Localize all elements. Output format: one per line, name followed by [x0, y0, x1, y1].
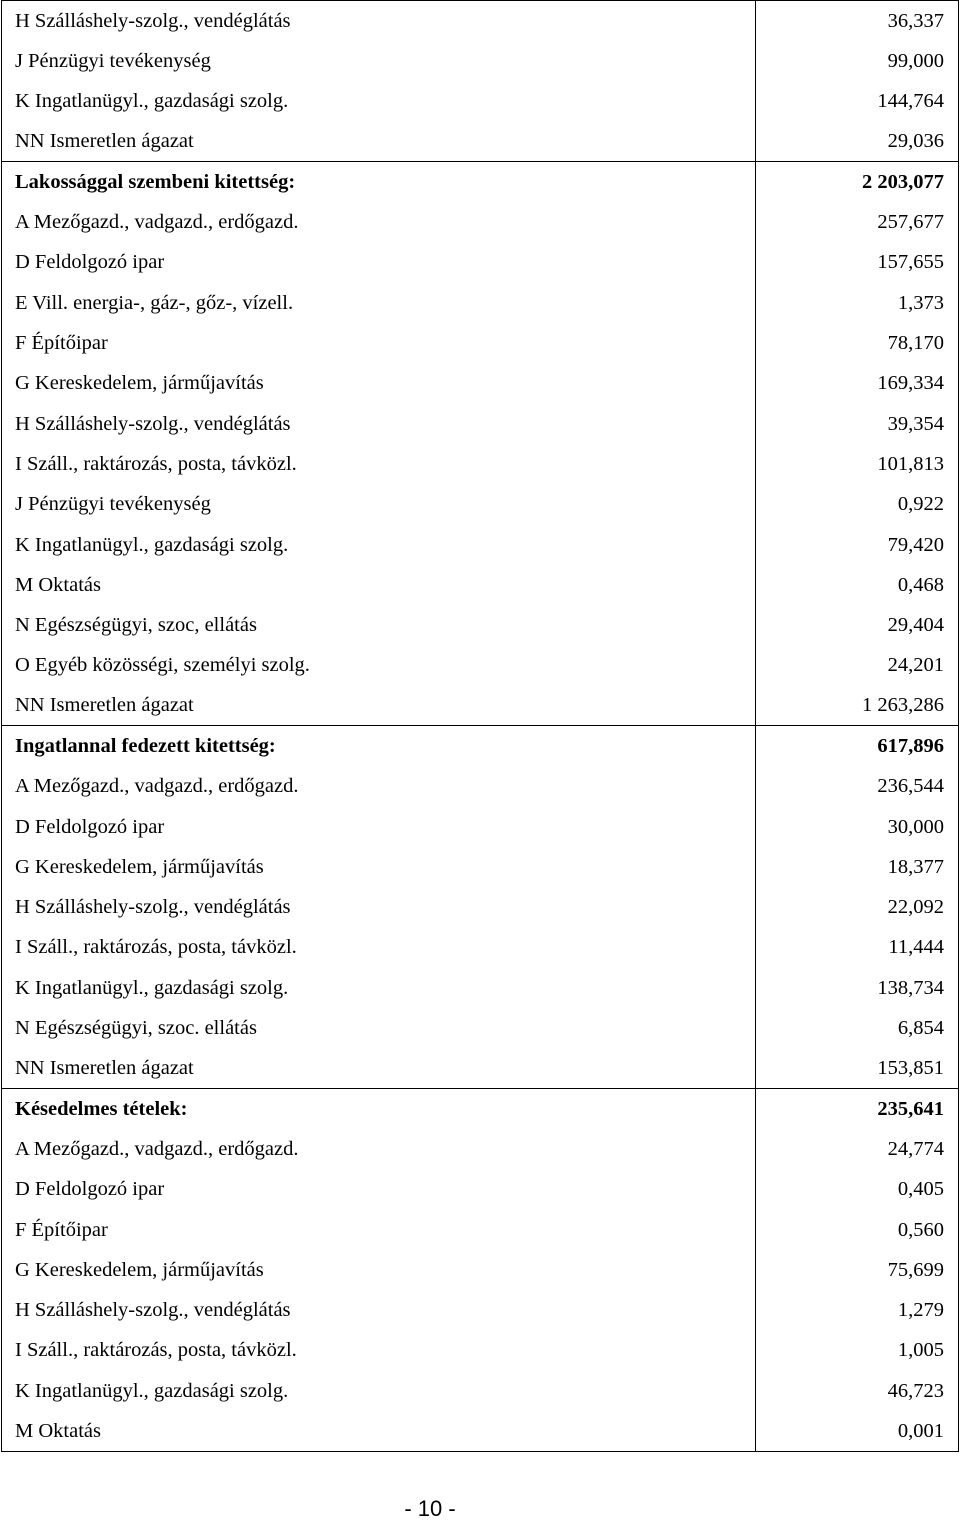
- sector-label: F Építőipar: [2, 1209, 756, 1249]
- table-row: [2, 1048, 959, 1088]
- exposure-value: 79,420: [756, 524, 959, 564]
- table-row: [2, 645, 959, 685]
- table-row: [2, 363, 959, 403]
- exposure-value: 0,405: [756, 1169, 959, 1209]
- sector-label: NN Ismeretlen ágazat: [2, 121, 756, 161]
- table-row: [2, 121, 959, 161]
- table-row: [2, 1250, 959, 1290]
- table-row: [2, 444, 959, 484]
- sector-label: K Ingatlanügyl., gazdasági szolg.: [2, 968, 756, 1008]
- sector-label: I Száll., raktározás, posta, távközl.: [2, 927, 756, 967]
- exposure-value: 1,373: [756, 283, 959, 323]
- sector-label: G Kereskedelem, járműjavítás: [2, 1250, 756, 1290]
- exposure-value: 1,005: [756, 1330, 959, 1370]
- table-row: [2, 242, 959, 282]
- page-number: - 10 -: [404, 1496, 456, 1521]
- table-row: [2, 1008, 959, 1048]
- sector-label: D Feldolgozó ipar: [2, 806, 756, 846]
- exposure-value: 39,354: [756, 403, 959, 443]
- exposure-value: 169,334: [756, 363, 959, 403]
- exposure-value: 144,764: [756, 81, 959, 121]
- sector-label: G Kereskedelem, járműjavítás: [2, 363, 756, 403]
- exposure-value: 46,723: [756, 1371, 959, 1411]
- table-row: [2, 686, 959, 726]
- exposure-value: 30,000: [756, 806, 959, 846]
- sector-label: A Mezőgazd., vadgazd., erdőgazd.: [2, 202, 756, 242]
- section-total: 2 203,077: [756, 162, 959, 202]
- exposure-value: 24,774: [756, 1129, 959, 1169]
- table-row: [2, 847, 959, 887]
- sector-label: NN Ismeretlen ágazat: [2, 1048, 756, 1088]
- sector-label: I Száll., raktározás, posta, távközl.: [2, 444, 756, 484]
- table-row: [2, 766, 959, 806]
- sector-label: F Építőipar: [2, 323, 756, 363]
- table-row: [2, 887, 959, 927]
- exposure-value: 0,468: [756, 565, 959, 605]
- table-row: [2, 1411, 959, 1451]
- exposure-value: 138,734: [756, 968, 959, 1008]
- exposure-value: 1,279: [756, 1290, 959, 1330]
- exposure-value: 0,560: [756, 1209, 959, 1249]
- table-row: [2, 81, 959, 121]
- sector-label: D Feldolgozó ipar: [2, 1169, 756, 1209]
- sector-label: K Ingatlanügyl., gazdasági szolg.: [2, 1371, 756, 1411]
- exposure-value: 257,677: [756, 202, 959, 242]
- sector-label: J Pénzügyi tevékenység: [2, 484, 756, 524]
- exposure-value: 11,444: [756, 927, 959, 967]
- exposure-value: 1 263,286: [756, 686, 959, 726]
- table-row: [2, 1330, 959, 1370]
- exposure-table: [1, 0, 959, 1452]
- exposure-value: 99,000: [756, 41, 959, 81]
- sector-label: A Mezőgazd., vadgazd., erdőgazd.: [2, 766, 756, 806]
- sector-label: D Feldolgozó ipar: [2, 242, 756, 282]
- sector-label: I Száll., raktározás, posta, távközl.: [2, 1330, 756, 1370]
- sector-label: N Egészségügyi, szoc. ellátás: [2, 1008, 756, 1048]
- sector-label: K Ingatlanügyl., gazdasági szolg.: [2, 524, 756, 564]
- section-title: Ingatlannal fedezett kitettség:: [2, 726, 756, 766]
- table-row: [2, 1371, 959, 1411]
- exposure-value: 29,036: [756, 121, 959, 161]
- table-row: [2, 565, 959, 605]
- exposure-value: 24,201: [756, 645, 959, 685]
- table-row: [2, 968, 959, 1008]
- sector-label: G Kereskedelem, járműjavítás: [2, 847, 756, 887]
- table-row: [2, 323, 959, 363]
- table-row: [2, 1, 959, 41]
- exposure-value: 18,377: [756, 847, 959, 887]
- table-row: [2, 1290, 959, 1330]
- sector-label: H Szálláshely-szolg., vendéglátás: [2, 1, 756, 41]
- sector-label: A Mezőgazd., vadgazd., erdőgazd.: [2, 1129, 756, 1169]
- sector-label: K Ingatlanügyl., gazdasági szolg.: [2, 81, 756, 121]
- exposure-table-body: [2, 1, 959, 1452]
- section-title: Lakossággal szembeni kitettség:: [2, 162, 756, 202]
- exposure-value: 236,544: [756, 766, 959, 806]
- section-total: 235,641: [756, 1089, 959, 1129]
- table-row: [2, 1209, 959, 1249]
- sector-label: H Szálláshely-szolg., vendéglátás: [2, 1290, 756, 1330]
- exposure-value: 0,001: [756, 1411, 959, 1451]
- sector-label: M Oktatás: [2, 565, 756, 605]
- table-row: [2, 605, 959, 645]
- sector-label: E Vill. energia-, gáz-, gőz-, vízell.: [2, 283, 756, 323]
- section-title: Késedelmes tételek:: [2, 1089, 756, 1129]
- table-row: [2, 1169, 959, 1209]
- section-total: 617,896: [756, 726, 959, 766]
- exposure-value: 36,337: [756, 1, 959, 41]
- table-row: [2, 484, 959, 524]
- table-row: [2, 403, 959, 443]
- exposure-value: 0,922: [756, 484, 959, 524]
- table-row: [2, 283, 959, 323]
- sector-label: M Oktatás: [2, 1411, 756, 1451]
- sector-label: O Egyéb közösségi, személyi szolg.: [2, 645, 756, 685]
- exposure-value: 78,170: [756, 323, 959, 363]
- sector-label: N Egészségügyi, szoc, ellátás: [2, 605, 756, 645]
- exposure-value: 6,854: [756, 1008, 959, 1048]
- exposure-value: 101,813: [756, 444, 959, 484]
- section-header-row: [2, 726, 959, 766]
- exposure-value: 22,092: [756, 887, 959, 927]
- sector-label: J Pénzügyi tevékenység: [2, 41, 756, 81]
- exposure-value: 153,851: [756, 1048, 959, 1088]
- sector-label: H Szálláshely-szolg., vendéglátás: [2, 403, 756, 443]
- table-row: [2, 524, 959, 564]
- exposure-value: 29,404: [756, 605, 959, 645]
- exposure-value: 157,655: [756, 242, 959, 282]
- sector-label: NN Ismeretlen ágazat: [2, 686, 756, 726]
- section-header-row: [2, 162, 959, 202]
- table-row: [2, 41, 959, 81]
- table-row: [2, 806, 959, 846]
- table-row: [2, 202, 959, 242]
- sector-label: H Szálláshely-szolg., vendéglátás: [2, 887, 756, 927]
- exposure-value: 75,699: [756, 1250, 959, 1290]
- section-header-row: [2, 1089, 959, 1129]
- table-row: [2, 1129, 959, 1169]
- table-row: [2, 927, 959, 967]
